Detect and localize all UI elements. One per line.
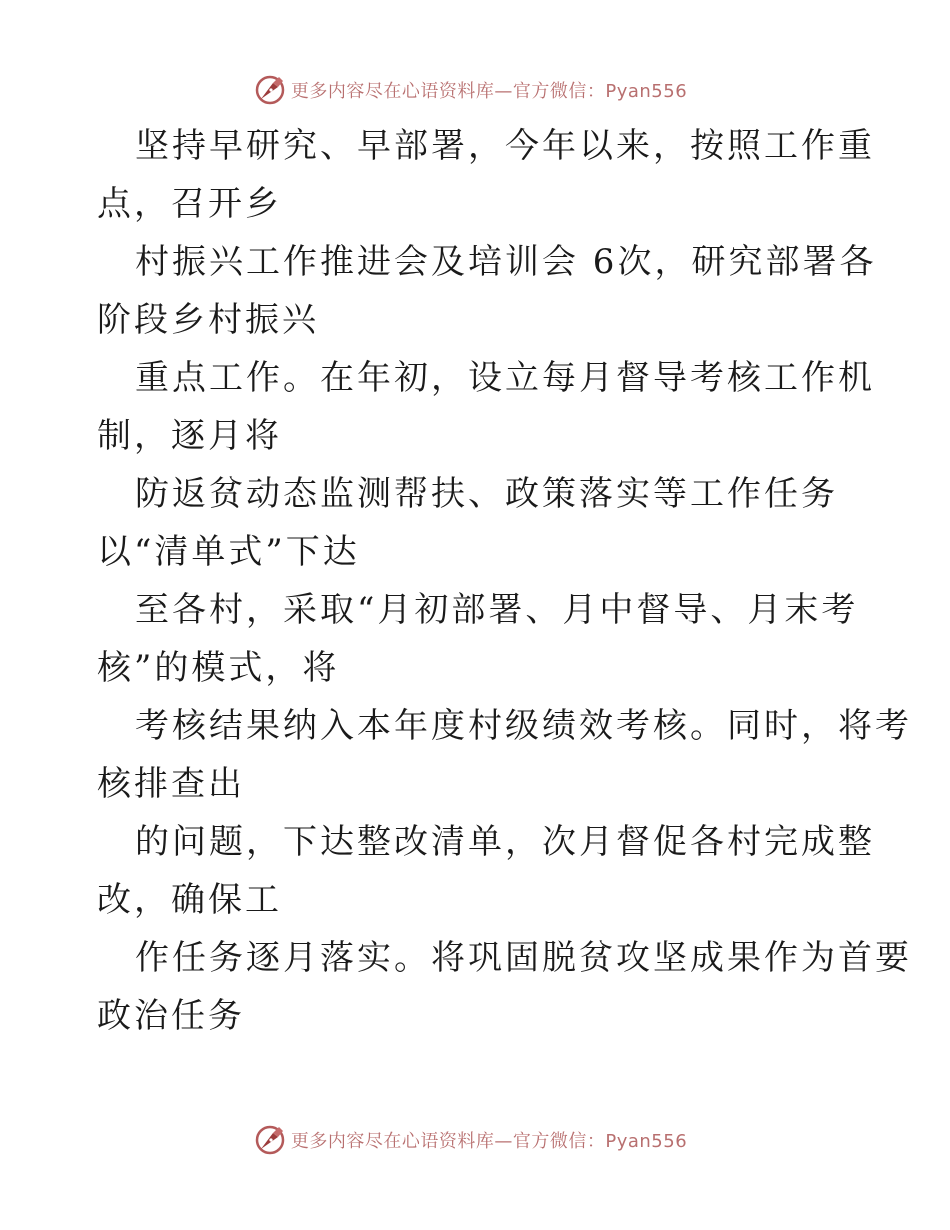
paragraph-continuation: 核排查出 [97,764,245,804]
paragraph-first-line: 坚持早研究、早部署，今年以来，按照工作重 [135,126,875,166]
paragraph-first-line: 至各村，采取“月初部署、月中督导、月末考 [135,590,859,630]
pen-nib-logo-icon [253,73,287,107]
paragraph-continuation: 政治任务 [97,996,245,1036]
paragraph-continuation: 点，召开乡 [97,184,282,224]
paragraph [97,349,875,465]
paragraph-continuation: 制，逐月将 [97,416,282,456]
paragraph-continuation: 改，确保工 [97,880,282,920]
paragraph [97,697,912,813]
header-banner-inner [253,73,687,107]
paragraph [97,465,857,581]
paragraph-first-line: 村振兴工作推进会及培训会 6次，研究部署各 [135,242,877,282]
header-banner-text: 更多内容尽在心语资料库—官方微信：Pyan556 [290,81,688,102]
paragraph [97,233,877,349]
paragraph-first-line: 作任务逐月落实。将巩固脱贫攻坚成果作为首要 [135,938,912,978]
paragraph [97,813,875,929]
paragraph-first-line: 防返贫动态监测帮扶、政策落实等工作任务 [135,474,838,514]
paragraph-first-line: 重点工作。在年初，设立每月督导考核工作机 [135,358,875,398]
footer-banner-inner [253,1123,687,1157]
paragraph-first-line: 考核结果纳入本年度村级绩效考核。同时，将考 [135,706,912,746]
pen-nib-logo-icon [253,1123,287,1157]
paragraph-continuation: 阶段乡村振兴 [97,300,319,340]
header-banner [0,70,950,110]
paragraph-continuation: 以“清单式”下达 [97,532,360,572]
footer-banner [0,1120,950,1160]
paragraph [97,117,875,233]
paragraph [97,581,857,697]
footer-banner-text: 更多内容尽在心语资料库—官方微信：Pyan556 [290,1131,688,1152]
paragraph-first-line: 的问题，下达整改清单，次月督促各村完成整 [135,822,875,862]
document-body [97,117,912,1045]
paragraph [97,929,912,1045]
paragraph-continuation: 核”的模式，将 [97,648,340,688]
